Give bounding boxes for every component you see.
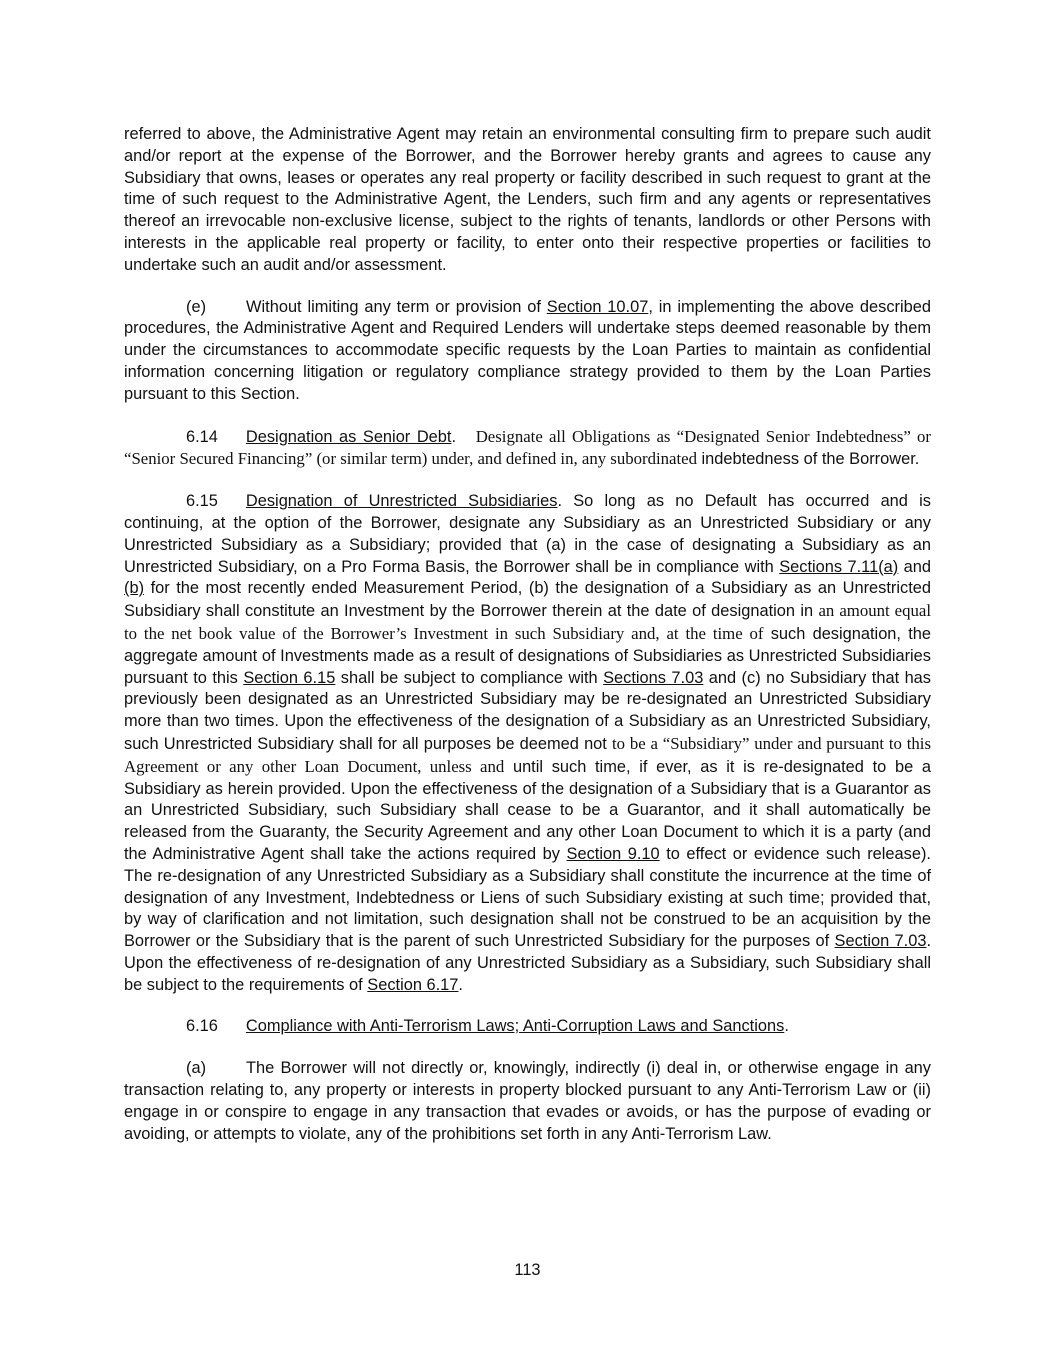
paragraph-text: and (c) no Subsidiary that has previously been designated as an Unrestricted Subsidiary may be re-designated an Unrestricted Subsidiary more than two times. Upon the effectiveness of the designation of a Subsidiary as an Unrestricted Subsidiary, such Unrestricted Subsidiary shall for all purposes be deemed not <box>124 668 931 753</box>
paragraph-text: . <box>458 975 463 994</box>
section-reference-link[interactable]: Section 6.17 <box>367 975 459 994</box>
paragraph-text: to effect or evidence such release). The re-designation of any Unrestricted Subsidiary as a Subsidiary shall constitute the incurrence at the time of designation of any Investment, Indebtedness or Liens of such Subsidiary existing at such time; provided that, by way of clarification and not limitation, such designation shall not be construed to be an acquisition by the Borrower or the Subsidiary that is the parent of such Unrestricted Subsidiary for the purposes of <box>124 844 931 951</box>
paragraph-text: and <box>898 557 932 576</box>
section-reference-link[interactable]: Sections 7.03 <box>603 668 704 687</box>
paragraph-text: . So long as no Default has occurred and is continuing, at the option of the Borrower, designate any Subsidiary as an Unrestricted Subsidiary or any Unrestricted Subsidiary as a Subsidiary; provided that (a) in the case of designating a Subsidiary as an Unrestricted Subsidiary, on a Pro Forma Basis, the Borrower shall be in compliance with <box>124 492 931 576</box>
clause-label: (a) <box>186 1059 207 1078</box>
section-number: 6.16 <box>186 1017 218 1036</box>
paragraph-text: Without limiting any term or provision of <box>246 297 547 316</box>
paragraph-text: indebtedness of the Borrower. <box>696 450 920 469</box>
paragraph-text: such designation, the aggregate amount of Investments made as a result of designations of Subsidiaries as Unrestricted Subsidiaries pursuant to this <box>124 624 931 687</box>
document-page <box>124 124 931 1165</box>
paragraph-text: until such time, if ever, as it is re-designated to be a Subsidiary as herein provided. Upon the effectiveness of the designation of a Subsidiary that is a Guarantor as an Unrestricted Subsidiary, such Subsidiary shall cease to be a Guarantor, and it shall automatically be released from the Guaranty, the Security Agreement and any other Loan Document to which it is a party (and the Administrative Agent shall take the actions required by <box>124 757 931 863</box>
paragraph-text: , in implementing the above described procedures, the Administrative Agent and Required Lenders will undertake steps deemed reasonable by them under the circumstances to accommodate specific requests by the Loan Parties to maintain as confidential information concerning litigation or regulatory compliance strategy provided to them by the Loan Parties pursuant to this Section. <box>124 297 931 403</box>
section-reference-link[interactable]: Section 7.03 <box>834 932 927 951</box>
section-6-14 <box>124 426 931 472</box>
paragraph-text: for the most recently ended Measurement Period, (b) the designation of a Subsidiary as an Unrestricted Subsidiary shall constitute an Investment by the Borrower therein at the date of designation in <box>124 579 931 621</box>
section-title-period: . <box>784 1017 789 1036</box>
paragraph-text: The Borrower will not directly or, knowingly, indirectly (i) deal in, or otherwise engage in any transaction relating to, any property or interests in property blocked pursuant to any Anti-Terrorism Law or (ii) engage in or conspire to engage in any transaction that evades or avoids, or has the purpose of evading or avoiding, or attempts to violate, any of the prohibitions set forth in any Anti-Terrorism Law. <box>124 1059 931 1143</box>
paragraph-a-anti-terrorism <box>124 1058 931 1145</box>
paragraph-text: shall be subject to compliance with <box>335 668 604 687</box>
paragraph-text: to be a “Subsidiary” under and pursuant to this Agreement or any other Loan Document, unless and <box>124 733 931 776</box>
paragraph-text: . Upon the effectiveness of re-designation of any Unrestricted Subsidiary as a Subsidiary, such Subsidiary shall be subject to the requirements of <box>124 932 932 994</box>
section-number: 6.14 <box>186 427 218 446</box>
section-title: Designation as Senior Debt <box>245 427 452 446</box>
paragraph-environmental-audit <box>124 124 931 277</box>
clause-label: (e) <box>186 297 207 316</box>
section-number: 6.15 <box>186 492 218 511</box>
section-reference-link[interactable]: Section 9.10 <box>566 844 660 863</box>
paragraph-text: referred to above, the Administrative Agent may retain an environmental consulting firm to prepare such audit and/or report at the expense of the Borrower, and the Borrower hereby grants and agrees to cause any Subsidiary that owns, leases or operates any real property or facility described in such request to grant at the time of such request to the Administrative Agent, the Lenders, such firm and any agents or representatives thereof an irrevocable non-exclusive license, subject to the rights of tenants, landlords or other Persons with interests in the applicable real property or facility, to enter onto their respective properties or facilities to undertake such an audit and/or assessment. <box>124 125 931 274</box>
page-number: 113 <box>514 1261 541 1279</box>
section-reference-link[interactable]: Sections 7.11(a) <box>779 557 899 576</box>
section-title-period: . <box>451 427 457 446</box>
section-title: Designation of Unrestricted Subsidiaries <box>245 492 558 511</box>
section-title: Compliance with Anti-Terrorism Laws; Anti-Corruption Laws and Sanctions <box>245 1017 785 1036</box>
paragraph-text: an amount equal to the net book value of the Borrower’s Investment in such Subsidiary and, at the time of <box>124 601 931 643</box>
section-6-15 <box>124 491 931 996</box>
section-reference-link[interactable]: Section 6.15 <box>243 668 336 687</box>
section-reference-link[interactable]: (b) <box>124 579 145 598</box>
paragraph-e-confidentiality <box>124 297 931 406</box>
section-6-16 <box>124 1016 931 1038</box>
section-reference-link[interactable]: Section 10.07 <box>546 297 649 316</box>
paragraph-text: Designate all Obligations as “Designated Senior Indebtedness” or “Senior Secured Financing” (or similar term) under, and defined in, any subordinated <box>124 426 931 469</box>
